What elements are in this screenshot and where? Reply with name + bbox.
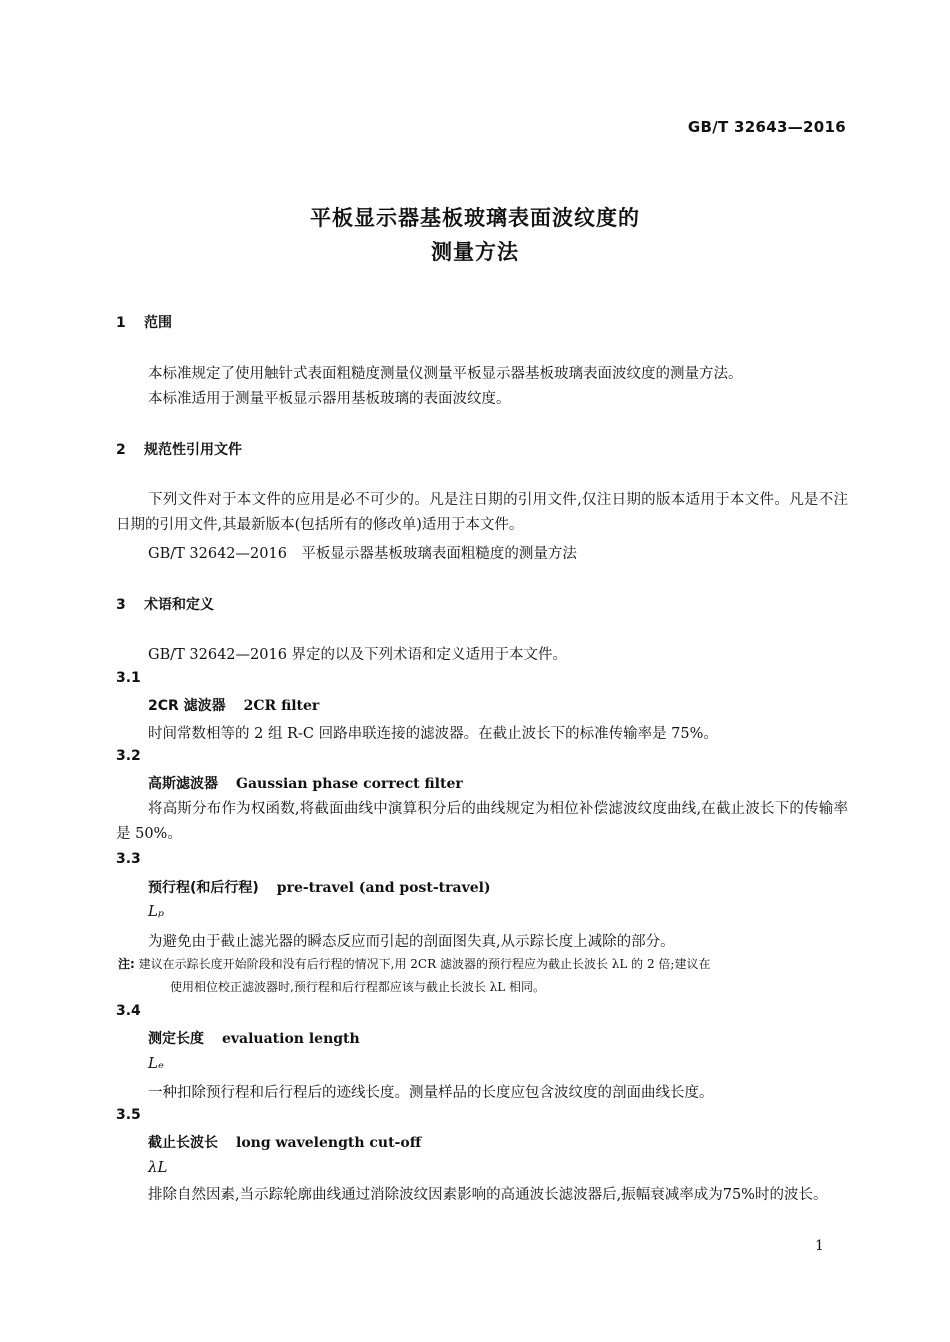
term-3-5-definition: 排除自然因素,当示踪轮廓曲线通过消除波纹因素影响的高通波长滤波器后,振幅衰减率成为75%时的波长。	[148, 1187, 828, 1203]
term-3-4-symbol: Lₑ	[148, 1054, 164, 1072]
document-title-line1: 平板显示器基板玻璃表面波纹度的	[310, 206, 640, 230]
term-3-1-title	[148, 695, 319, 715]
term-3-5-title	[148, 1132, 421, 1152]
term-3-1-definition: 时间常数相等的 2 组 R-C 回路串联连接的滤波器。在截止波长下的标准传输率是 75%。	[148, 726, 718, 742]
section-1-paragraph-2: 本标准适用于测量平板显示器用基板玻璃的表面波纹度。	[148, 391, 511, 407]
term-3-2-title	[148, 773, 463, 793]
standard-number: GB/T 32643—2016	[687, 118, 846, 136]
section-2-heading	[116, 439, 242, 459]
term-zh: 截止长波长	[148, 1135, 218, 1151]
note-line-1: 建议在示踪长度开始阶段和没有后行程的情况下,用 2CR 滤波器的预行程应为截止长波长 λL 的 2 倍;建议在	[138, 957, 711, 971]
term-zh: 高斯滤波器	[148, 776, 218, 792]
section-title: 范围	[144, 315, 172, 331]
page-number: 1	[815, 1238, 824, 1254]
term-en: 2CR filter	[243, 698, 320, 714]
term-3-3-symbol: Lₚ	[148, 902, 164, 920]
term-3-5-number: 3.5	[116, 1107, 141, 1123]
term-3-3-number: 3.3	[116, 851, 141, 867]
section-1-paragraph-1: 本标准规定了使用触针式表面粗糙度测量仪测量平板显示器基板玻璃表面波纹度的测量方法。	[148, 366, 743, 382]
term-3-4-number: 3.4	[116, 1003, 141, 1019]
note-label: 注:	[118, 957, 135, 971]
term-3-2-number: 3.2	[116, 748, 141, 764]
normative-reference: GB/T 32642—2016 平板显示器基板玻璃表面粗糙度的测量方法	[148, 546, 577, 562]
term-3-3-title	[148, 877, 491, 897]
term-en: Gaussian phase correct filter	[236, 776, 463, 792]
term-3-5-symbol: λL	[148, 1158, 168, 1176]
section-title: 术语和定义	[144, 597, 214, 613]
section-1-heading	[116, 312, 172, 332]
section-title: 规范性引用文件	[144, 442, 242, 458]
section-number: 3	[116, 597, 126, 613]
term-3-4-title	[148, 1028, 360, 1048]
term-en: evaluation length	[222, 1031, 360, 1047]
note-line-2: 使用相位校正滤波器时,预行程和后行程都应该与截止长波长 λL 相同。	[170, 980, 546, 994]
term-en: long wavelength cut-off	[236, 1135, 422, 1151]
section-number: 2	[116, 442, 126, 458]
section-2-paragraph-1: 下列文件对于本文件的应用是必不可少的。凡是注日期的引用文件,仅注日期的版本适用于本文件。凡是不注日期的引用文件,其最新版本(包括所有的修改单)适用于本文件。	[116, 492, 848, 533]
term-3-3-note	[118, 953, 848, 999]
document-title-line2: 测量方法	[431, 240, 519, 264]
term-zh: 预行程(和后行程)	[148, 880, 259, 896]
term-3-2-definition: 将高斯分布作为权函数,将截面曲线中演算积分后的曲线规定为相位补偿滤波纹度曲线,在截止波长下的传输率是 50%。	[116, 801, 848, 842]
term-zh: 测定长度	[148, 1031, 204, 1047]
term-zh: 2CR 滤波器	[148, 698, 226, 714]
term-3-1-number: 3.1	[116, 670, 141, 686]
term-3-3-definition: 为避免由于截止滤光器的瞬态反应而引起的剖面图失真,从示踪长度上减除的部分。	[148, 934, 675, 950]
term-en: pre-travel (and post-travel)	[276, 880, 491, 896]
section-3-paragraph-1: GB/T 32642—2016 界定的以及下列术语和定义适用于本文件。	[148, 647, 568, 663]
section-number: 1	[116, 315, 126, 331]
term-3-4-definition: 一种扣除预行程和后行程后的迹线长度。测量样品的长度应包含波纹度的剖面曲线长度。	[148, 1085, 714, 1101]
section-3-heading	[116, 594, 214, 614]
